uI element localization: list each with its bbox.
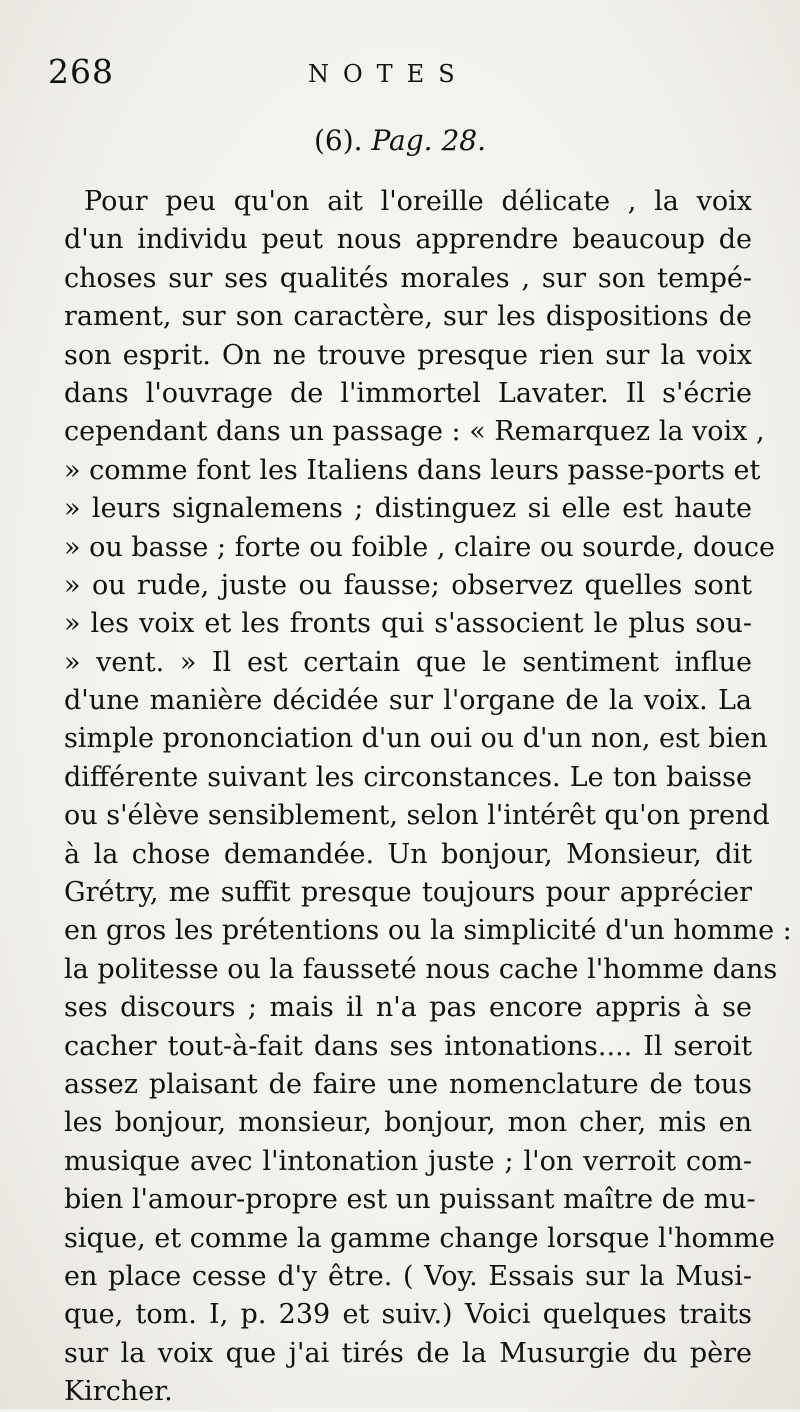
text-line: musique avec l'intonation juste ; l'on verroit com- xyxy=(64,1145,752,1177)
text-line: Pour peu qu'on ait l'oreille délicate , la voix xyxy=(84,186,752,217)
text-line: en place cesse d'y être. ( Voy. Essais sur la Musi- xyxy=(64,1260,752,1292)
page-number: 268 xyxy=(48,52,114,91)
text-line: cependant dans un passage : « Remarquez la voix , xyxy=(64,416,765,448)
text-line: différente suivant les circonstances. Le ton baisse xyxy=(64,761,752,793)
text-line: la politesse ou la fausseté nous cache l'homme dans xyxy=(64,953,778,985)
running-head: NOTES xyxy=(308,60,469,88)
text-line: » ou rude, juste ou fausse; observez quelles sont xyxy=(64,569,752,601)
text-line: sur la voix que j'ai tirés de la Musurgie du père xyxy=(64,1337,752,1369)
text-line: simple prononciation d'un oui ou d'un non, est bien xyxy=(64,723,768,755)
page-header xyxy=(48,52,768,98)
text-line: choses sur ses qualités morales , sur son tempé- xyxy=(64,262,752,294)
text-line: à la chose demandée. Un bonjour, Monsieur, dit xyxy=(64,838,752,870)
text-line: d'un individu peut nous apprendre beaucoup de xyxy=(64,224,752,256)
text-line: assez plaisant de faire une nomenclature de tous xyxy=(64,1068,752,1100)
text-line: » vent. » Il est certain que le sentiment influe xyxy=(64,646,752,678)
note-page-reference: Pag. 28. xyxy=(371,124,486,157)
text-line: » les voix et les fronts qui s'associent le plus sou- xyxy=(64,608,752,640)
text-line: » comme font les Italiens dans leurs passe-ports et xyxy=(64,454,761,486)
text-line: que, tom. I, p. 239 et suiv.) Voici quelques traits xyxy=(64,1299,752,1331)
text-line: son esprit. On ne trouve presque rien sur la voix xyxy=(64,339,752,371)
text-line: Kircher. xyxy=(64,1376,173,1408)
text-line: bien l'amour-propre est un puissant maître de mu- xyxy=(64,1184,756,1216)
text-line: en gros les prétentions ou la simplicité d'un homme : xyxy=(64,915,792,947)
note-heading xyxy=(0,124,800,157)
text-line: les bonjour, monsieur, bonjour, mon cher, mis en xyxy=(64,1107,752,1139)
text-line: cacher tout-à-fait dans ses intonations.... Il seroit xyxy=(64,1030,752,1062)
note-number: (6). xyxy=(314,124,363,157)
text-line: ou s'élève sensiblement, selon l'intérêt qu'on prend xyxy=(64,800,770,832)
text-line: d'une manière décidée sur l'organe de la voix. La xyxy=(64,685,752,717)
text-line: rament, sur son caractère, sur les dispositions de xyxy=(64,301,752,333)
text-line: » leurs signalemens ; distinguez si elle est haute xyxy=(64,493,752,525)
text-line: » ou basse ; forte ou foible , claire ou sourde, douce xyxy=(64,531,776,563)
text-line: dans l'ouvrage de l'immortel Lavater. Il s'écrie xyxy=(64,377,752,409)
text-line: sique, et comme la gamme change lorsque l'homme xyxy=(64,1222,775,1254)
body-text xyxy=(64,183,792,1412)
text-line: Grétry, me suffit presque toujours pour apprécier xyxy=(64,877,752,909)
text-line: ses discours ; mais il n'a pas encore appris à se xyxy=(64,992,752,1024)
